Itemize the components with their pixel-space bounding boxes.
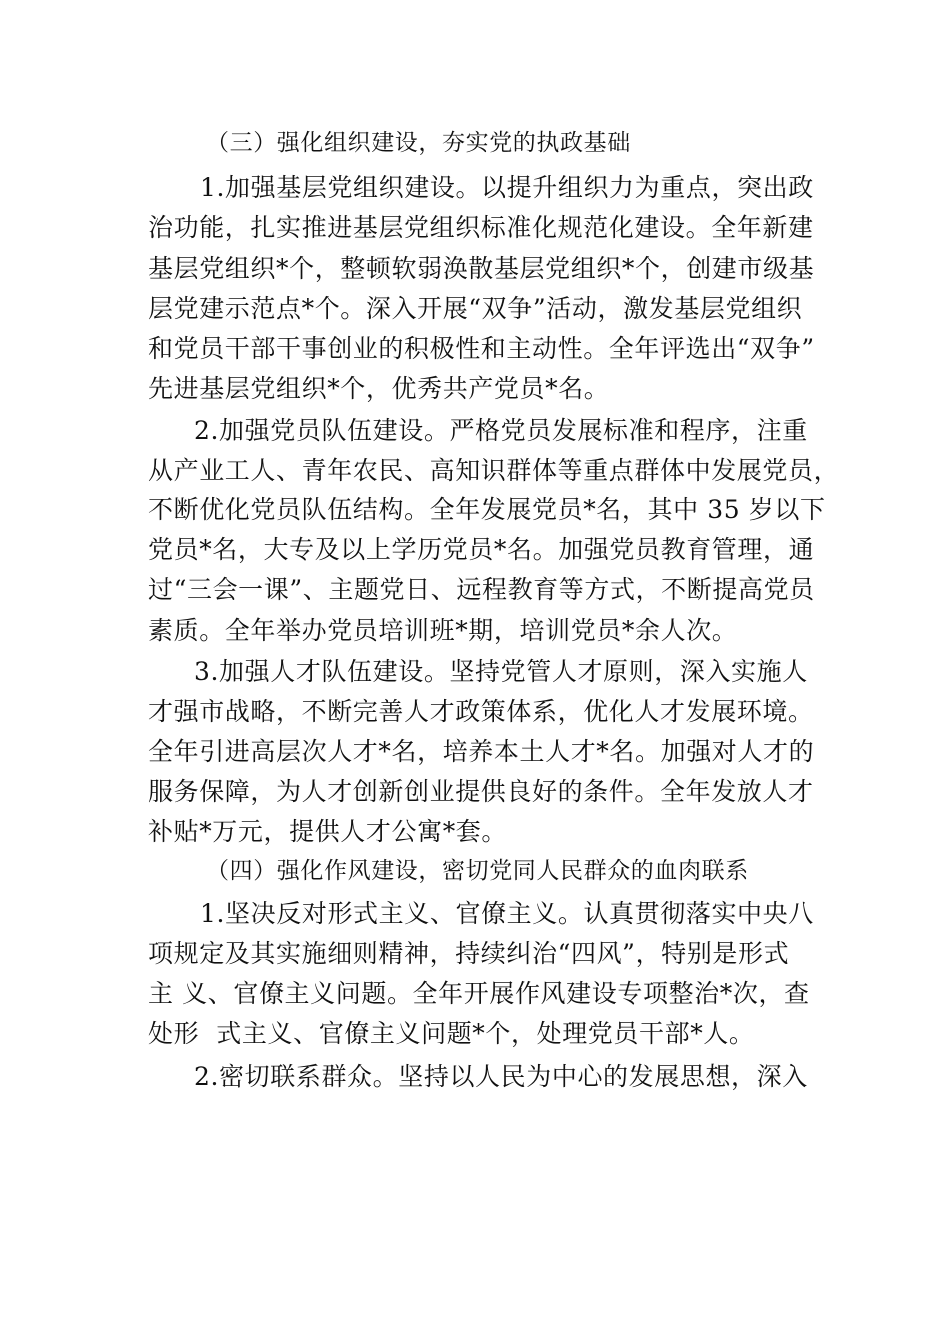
- section-3-p2-line-3: 不断优化党员队伍结构。全年发展党员*名，其中 35 岁以下: [148, 495, 826, 524]
- section-4-heading: （四）强化作风建设，密切党同人民群众的血肉联系: [206, 858, 749, 884]
- section-3-p2-line-2: 从产业工人、青年农民、高知识群体等重点群体中发展党员，: [148, 456, 840, 485]
- section-3-p2-line-1: 2.加强党员队伍建设。严格党员发展标准和程序，注重: [194, 416, 808, 445]
- section-3-p2-line-5: 过“三会一课”、主题党日、远程教育等方式，不断提高党员: [148, 575, 815, 604]
- section-4-p1-line-1: 1.坚决反对形式主义、官僚主义。认真贯彻落实中央八: [200, 899, 814, 928]
- section-3-p2-line-6: 素质。全年举办党员培训班*期，培训党员*余人次。: [148, 616, 738, 645]
- section-3-p1-line-2: 治功能，扎实推进基层党组织标准化规范化建设。全年新建: [148, 213, 814, 242]
- section-4-p1-line-3: 主 义、官僚主义问题。全年开展作风建设专项整治*次，查: [148, 979, 810, 1008]
- section-3-p1-line-5: 和党员干部干事创业的积极性和主动性。全年评选出“双争”: [148, 334, 815, 363]
- section-3-p3-line-3: 全年引进高层次人才*名，培养本土人才*名。加强对人才的: [148, 737, 815, 766]
- section-3-p3-line-5: 补贴*万元，提供人才公寓*套。: [148, 817, 508, 846]
- section-3-heading: （三）强化组织建设，夯实党的执政基础: [206, 130, 631, 156]
- section-3-p3-line-1: 3.加强人才队伍建设。坚持党管人才原则，深入实施人: [194, 657, 808, 686]
- section-3-p1-line-3: 基层党组织*个，整顿软弱涣散基层党组织*个，创建市级基: [148, 254, 815, 283]
- section-4-p1-line-2: 项规定及其实施细则精神，持续纠治“四风”，特别是形式: [148, 939, 790, 968]
- section-4-p2-line-1: 2.密切联系群众。坚持以人民为中心的发展思想，深入: [194, 1062, 808, 1091]
- section-3-p1-line-1: 1.加强基层党组织建设。以提升组织力为重点，突出政: [200, 173, 814, 202]
- section-3-p3-line-2: 才强市战略，不断完善人才政策体系，优化人才发展环境。: [148, 697, 814, 726]
- section-4-p1-line-4: 处形 式主义、官僚主义问题*个，处理党员干部*人。: [148, 1019, 755, 1048]
- section-3-p2-line-4: 党员*名，大专及以上学历党员*名。加强党员教育管理，通: [148, 535, 815, 564]
- section-3-p3-line-4: 服务保障，为人才创新创业提供良好的条件。全年发放人才: [148, 777, 814, 806]
- section-3-p1-line-4: 层党建示范点*个。深入开展“双争”活动，激发基层党组织: [148, 294, 803, 323]
- section-3-p1-line-6: 先进基层党组织*个，优秀共产党员*名。: [148, 374, 610, 403]
